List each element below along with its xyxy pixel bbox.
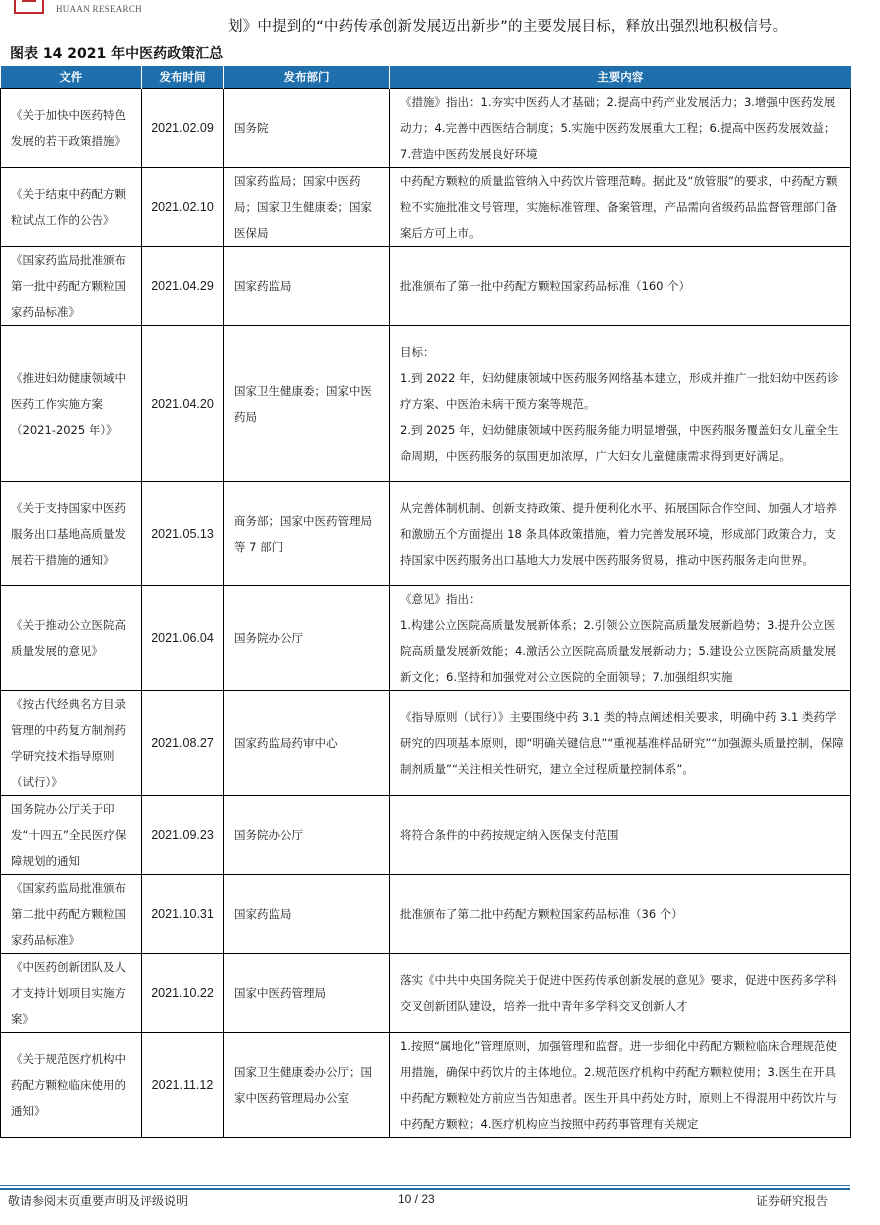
cell-date: 2021.04.29 (142, 247, 224, 326)
policy-table (0, 66, 851, 1138)
table-row (1, 586, 851, 691)
cell-document: 《中医药创新团队及人才支持计划项目实施方案》 (1, 954, 142, 1033)
cell-document: 《推进妇幼健康领域中医药工作实施方案（2021-2025 年）》 (1, 326, 142, 482)
page-number: 10 / 23 (398, 1192, 435, 1206)
cell-department: 国务院办公厅 (224, 796, 390, 875)
cell-document: 《关于结束中药配方颗粒试点工作的公告》 (1, 168, 142, 247)
header-document: 文件 (1, 66, 142, 89)
table-row (1, 875, 851, 954)
cell-document: 国务院办公厅关于印发“十四五”全民医疗保障规划的通知 (1, 796, 142, 875)
cell-date: 2021.05.13 (142, 482, 224, 586)
cell-department: 国家中医药管理局 (224, 954, 390, 1033)
table-row (1, 691, 851, 796)
cell-content: 从完善体制机制、创新支持政策、提升便利化水平、拓展国际合作空间、加强人才培养和激励五个方面提出 18 条具体政策措施，着力完善发展环境，形成部门政策合力，支持国家中医药服务出口基地大力发展中医药服务贸易，推动中医药服务走向世界。 (390, 482, 851, 586)
cell-content: 《指导原则（试行）》主要围绕中药 3.1 类的特点阐述相关要求，明确中药 3.1 类药学研究的四项基本原则，即“明确关键信息”“重视基准样品研究”“加强源头质量控制，保障制剂质量”“关注相关性研究，建立全过程质量控制体系”。 (390, 691, 851, 796)
cell-date: 2021.11.12 (142, 1033, 224, 1138)
cell-department: 国家卫生健康委；国家中医药局 (224, 326, 390, 482)
header-department: 发布部门 (224, 66, 390, 89)
cell-content: 目标： 1.到 2022 年，妇幼健康领域中医药服务网络基本建立，形成并推广一批妇幼中医药诊疗方案、中医治未病干预方案等规范。 2.到 2025 年，妇幼健康领域中医药服务能力明显增强，中医药服务覆盖妇女儿童全生命周期，中医药服务的氛围更加浓厚，广大妇女儿童健康需求得到更好满足。 (390, 326, 851, 482)
cell-date: 2021.06.04 (142, 586, 224, 691)
cell-document: 《关于规范医疗机构中药配方颗粒临床使用的通知》 (1, 1033, 142, 1138)
cell-content: 1.按照“属地化”管理原则，加强管理和监督。进一步细化中药配方颗粒临床合理规范使用措施，确保中药饮片的主体地位。2.规范医疗机构中药配方颗粒使用；3.医生在开具中药配方颗粒处方前应当告知患者。医生开具中药处方时，原则上不得混用中药饮片与中药配方颗粒；4.医疗机构应当按照中药药事管理有关规定 (390, 1033, 851, 1138)
footer-disclaimer: 敬请参阅末页重要声明及评级说明 (8, 1194, 189, 1208)
cell-date: 2021.10.31 (142, 875, 224, 954)
table-row (1, 954, 851, 1033)
cell-content: 落实《中共中央国务院关于促进中医药传承创新发展的意见》要求，促进中医药多学科交叉创新团队建设，培养一批中青年多学科交叉创新人才 (390, 954, 851, 1033)
cell-department: 国家药监局药审中心 (224, 691, 390, 796)
cell-department: 国家药监局 (224, 247, 390, 326)
cell-department: 国家药监局；国家中医药局；国家卫生健康委；国家医保局 (224, 168, 390, 247)
cell-date: 2021.02.10 (142, 168, 224, 247)
table-header-row (1, 66, 851, 89)
cell-document: 《关于推动公立医院高质量发展的意见》 (1, 586, 142, 691)
cell-department: 商务部；国家中医药管理局等 7 部门 (224, 482, 390, 586)
cell-date: 2021.04.20 (142, 326, 224, 482)
cell-document: 《按古代经典名方目录管理的中药复方制剂药学研究技术指导原则（试行）》 (1, 691, 142, 796)
cell-department: 国家卫生健康委办公厅；国家中医药管理局办公室 (224, 1033, 390, 1138)
cell-content: 将符合条件的中药按规定纳入医保支付范围 (390, 796, 851, 875)
header-date: 发布时间 (142, 66, 224, 89)
table-body (1, 89, 851, 1138)
cell-content: 《措施》指出：1.夯实中医药人才基础；2.提高中药产业发展活力；3.增强中医药发展动力；4.完善中西医结合制度；5.实施中医药发展重大工程；6.提高中医药发展效益；7.营造中医药发展良好环境 (390, 89, 851, 168)
intro-text: 划》中提到的“中药传承创新发展迈出新步”的主要发展目标，释放出强烈地积极信号。 (228, 19, 788, 35)
footer-rule-thick (0, 1188, 850, 1190)
cell-document: 《关于加快中医药特色发展的若干政策措施》 (1, 89, 142, 168)
cell-date: 2021.02.09 (142, 89, 224, 168)
cell-department: 国务院办公厅 (224, 586, 390, 691)
table-row (1, 326, 851, 482)
table-row (1, 168, 851, 247)
figure-title: 图表 14 2021 年中医药政策汇总 (10, 46, 224, 62)
footer-rule-thin (0, 1185, 850, 1186)
table-row (1, 1033, 851, 1138)
cell-content: 中药配方颗粒的质量监管纳入中药饮片管理范畴。据此及“放管服”的要求，中药配方颗粒不实施批准文号管理，实施标准管理、备案管理，产品需向省级药品监督管理部门备案后方可上市。 (390, 168, 851, 247)
cell-content: 《意见》指出： 1.构建公立医院高质量发展新体系；2.引领公立医院高质量发展新趋势；3.提升公立医院高质量发展新效能；4.激活公立医院高质量发展新动力；5.建设公立医院高质量发展新文化；6.坚持和加强党对公立医院的全面领导；7.加强组织实施 (390, 586, 851, 691)
logo-text: HUAAN RESEARCH (56, 4, 142, 14)
cell-department: 国家药监局 (224, 875, 390, 954)
table-row (1, 89, 851, 168)
footer-report-type: 证券研究报告 (756, 1194, 829, 1208)
cell-content: 批准颁布了第二批中药配方颗粒国家药品标准（36 个） (390, 875, 851, 954)
cell-department: 国务院 (224, 89, 390, 168)
cell-date: 2021.10.22 (142, 954, 224, 1033)
huaan-logo-icon (14, 0, 44, 14)
table-row (1, 482, 851, 586)
cell-date: 2021.08.27 (142, 691, 224, 796)
cell-content: 批准颁布了第一批中药配方颗粒国家药品标准（160 个） (390, 247, 851, 326)
cell-document: 《国家药监局批准颁布第二批中药配方颗粒国家药品标准》 (1, 875, 142, 954)
cell-date: 2021.09.23 (142, 796, 224, 875)
cell-document: 《国家药监局批准颁布第一批中药配方颗粒国家药品标准》 (1, 247, 142, 326)
table-row (1, 796, 851, 875)
table-row (1, 247, 851, 326)
cell-document: 《关于支持国家中医药服务出口基地高质量发展若干措施的通知》 (1, 482, 142, 586)
header-content: 主要内容 (390, 66, 851, 89)
